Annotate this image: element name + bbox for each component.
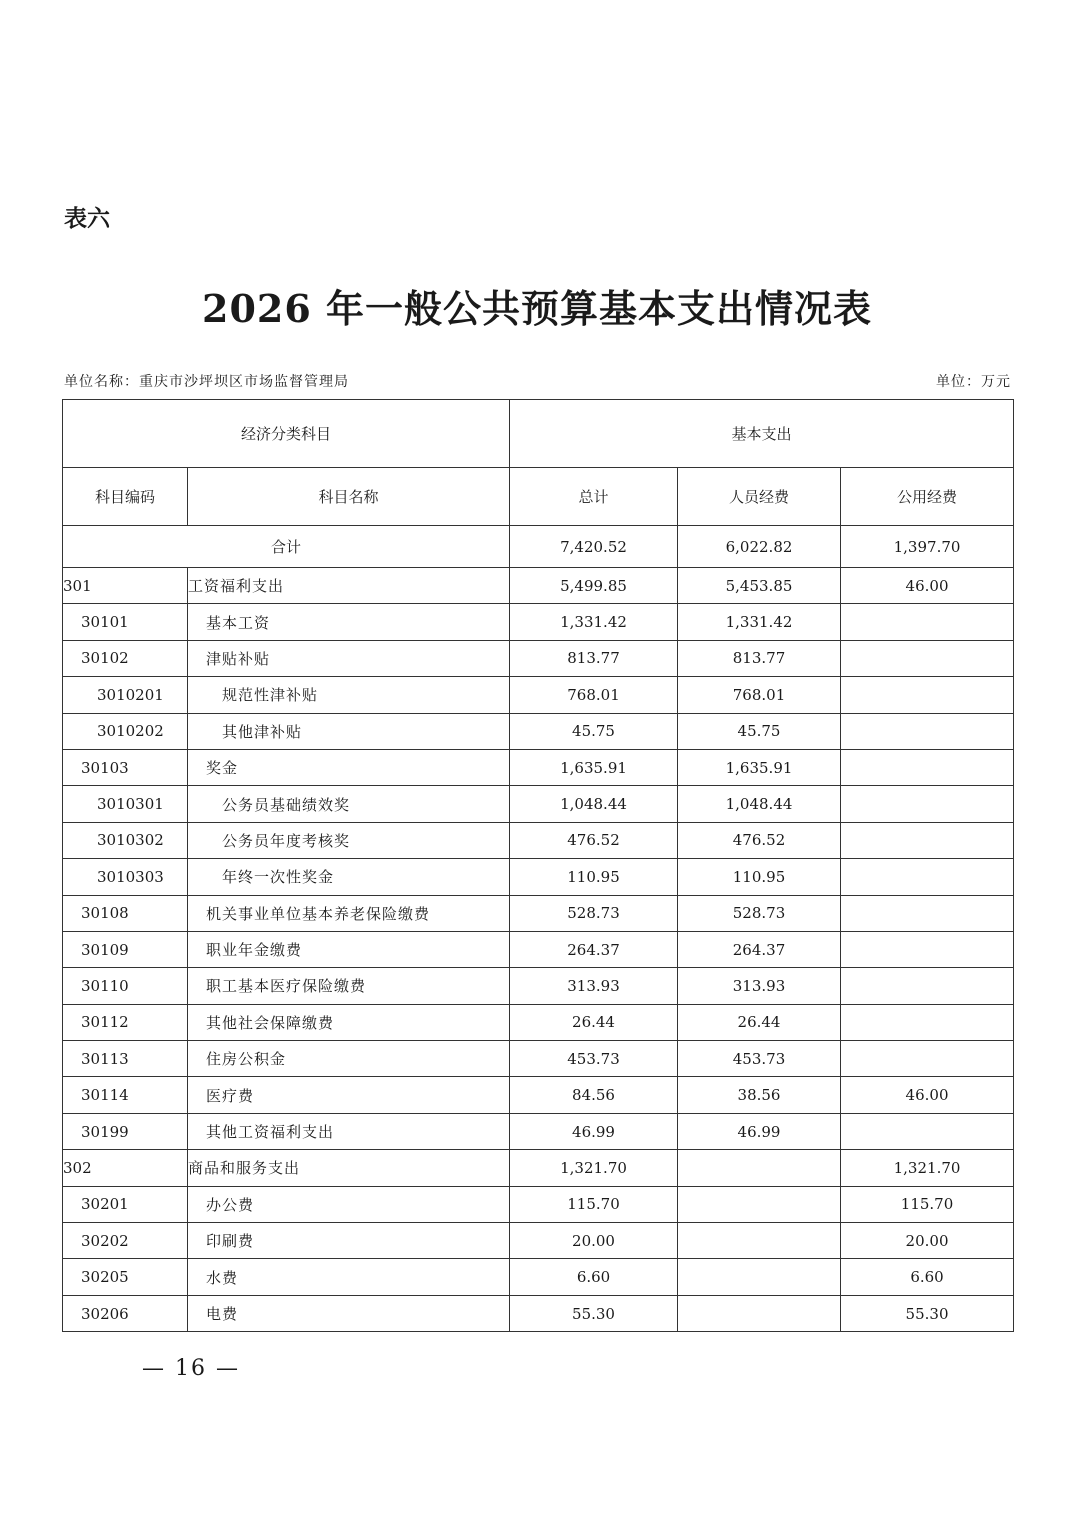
row-name: 工资福利支出 (188, 568, 510, 604)
row-code: 30109 (63, 931, 188, 967)
row-code: 30206 (63, 1295, 188, 1331)
header-code: 科目编码 (63, 468, 188, 526)
row-total: 84.56 (510, 1077, 678, 1113)
page-number: — 16 — (142, 1356, 240, 1381)
total-row (63, 526, 1014, 568)
row-code: 3010202 (63, 713, 188, 749)
table-row (63, 786, 1014, 822)
table-row (63, 1150, 1014, 1186)
row-total: 46.99 (510, 1113, 678, 1149)
row-public (841, 640, 1014, 676)
row-total: 313.93 (510, 968, 678, 1004)
table-row (63, 1223, 1014, 1259)
row-total: 453.73 (510, 1041, 678, 1077)
row-name: 印刷费 (188, 1223, 510, 1259)
header-personnel: 人员经费 (678, 468, 841, 526)
row-public: 55.30 (841, 1295, 1014, 1331)
header-group-row (63, 400, 1014, 468)
row-total: 264.37 (510, 931, 678, 967)
row-personnel: 453.73 (678, 1041, 841, 1077)
header-basic-expenditure: 基本支出 (510, 400, 1014, 468)
row-code: 30112 (63, 1004, 188, 1040)
header-total: 总计 (510, 468, 678, 526)
table-row (63, 968, 1014, 1004)
row-name: 基本工资 (188, 604, 510, 640)
row-public (841, 931, 1014, 967)
row-public (841, 1113, 1014, 1149)
row-code: 30113 (63, 1041, 188, 1077)
unit-label: 单位：万元 (936, 374, 1011, 390)
row-name: 其他社会保障缴费 (188, 1004, 510, 1040)
row-personnel (678, 1295, 841, 1331)
table-row (63, 1186, 1014, 1222)
row-name: 办公费 (188, 1186, 510, 1222)
row-public: 20.00 (841, 1223, 1014, 1259)
row-name: 其他工资福利支出 (188, 1113, 510, 1149)
row-code: 30110 (63, 968, 188, 1004)
row-public (841, 749, 1014, 785)
row-personnel: 476.52 (678, 822, 841, 858)
row-personnel (678, 1259, 841, 1295)
row-personnel: 38.56 (678, 1077, 841, 1113)
row-name: 其他津补贴 (188, 713, 510, 749)
row-personnel (678, 1223, 841, 1259)
table-row (63, 677, 1014, 713)
table-row (63, 749, 1014, 785)
row-total: 1,331.42 (510, 604, 678, 640)
row-personnel: 1,331.42 (678, 604, 841, 640)
row-name: 职业年金缴费 (188, 931, 510, 967)
table-body (63, 568, 1014, 1332)
table-row (63, 713, 1014, 749)
table-row (63, 1077, 1014, 1113)
header-economic-category: 经济分类科目 (63, 400, 510, 468)
row-code: 30101 (63, 604, 188, 640)
row-code: 30199 (63, 1113, 188, 1149)
row-code: 30201 (63, 1186, 188, 1222)
table-row (63, 822, 1014, 858)
row-total: 5,499.85 (510, 568, 678, 604)
row-total: 813.77 (510, 640, 678, 676)
table-row (63, 640, 1014, 676)
row-code: 3010302 (63, 822, 188, 858)
row-code: 3010201 (63, 677, 188, 713)
table-number: 表六 (64, 206, 110, 232)
unit-organization: 单位名称：重庆市沙坪坝区市场监督管理局 (64, 374, 349, 390)
table-row (63, 1259, 1014, 1295)
row-personnel: 5,453.85 (678, 568, 841, 604)
row-code: 30205 (63, 1259, 188, 1295)
row-personnel: 1,048.44 (678, 786, 841, 822)
row-public (841, 859, 1014, 895)
row-total: 476.52 (510, 822, 678, 858)
row-personnel: 45.75 (678, 713, 841, 749)
table-row (63, 1041, 1014, 1077)
table-row (63, 1113, 1014, 1149)
row-name: 医疗费 (188, 1077, 510, 1113)
row-code: 30108 (63, 895, 188, 931)
row-code: 3010303 (63, 859, 188, 895)
row-name: 机关事业单位基本养老保险缴费 (188, 895, 510, 931)
row-code: 3010301 (63, 786, 188, 822)
row-personnel: 110.95 (678, 859, 841, 895)
row-name: 奖金 (188, 749, 510, 785)
row-personnel: 1,635.91 (678, 749, 841, 785)
row-code: 302 (63, 1150, 188, 1186)
total-label: 合计 (63, 526, 510, 568)
row-personnel: 46.99 (678, 1113, 841, 1149)
header-name: 科目名称 (188, 468, 510, 526)
row-personnel: 768.01 (678, 677, 841, 713)
row-public: 46.00 (841, 568, 1014, 604)
row-public: 46.00 (841, 1077, 1014, 1113)
row-total: 6.60 (510, 1259, 678, 1295)
row-code: 30114 (63, 1077, 188, 1113)
row-public: 1,321.70 (841, 1150, 1014, 1186)
row-public (841, 822, 1014, 858)
budget-table (62, 399, 1014, 1332)
row-personnel: 26.44 (678, 1004, 841, 1040)
total-public: 1,397.70 (841, 526, 1014, 568)
table-row (63, 1295, 1014, 1331)
row-code: 30102 (63, 640, 188, 676)
table-row (63, 895, 1014, 931)
row-name: 公务员基础绩效奖 (188, 786, 510, 822)
row-name: 年终一次性奖金 (188, 859, 510, 895)
total-sum: 7,420.52 (510, 526, 678, 568)
row-personnel: 264.37 (678, 931, 841, 967)
row-name: 职工基本医疗保险缴费 (188, 968, 510, 1004)
row-total: 115.70 (510, 1186, 678, 1222)
row-total: 528.73 (510, 895, 678, 931)
row-total: 1,635.91 (510, 749, 678, 785)
header-public: 公用经费 (841, 468, 1014, 526)
total-personnel: 6,022.82 (678, 526, 841, 568)
row-name: 商品和服务支出 (188, 1150, 510, 1186)
row-public (841, 786, 1014, 822)
row-public (841, 677, 1014, 713)
row-total: 20.00 (510, 1223, 678, 1259)
row-public (841, 895, 1014, 931)
row-name: 电费 (188, 1295, 510, 1331)
row-name: 规范性津补贴 (188, 677, 510, 713)
row-code: 30103 (63, 749, 188, 785)
row-code: 301 (63, 568, 188, 604)
row-total: 110.95 (510, 859, 678, 895)
table-row (63, 859, 1014, 895)
row-personnel: 813.77 (678, 640, 841, 676)
row-total: 26.44 (510, 1004, 678, 1040)
table-row (63, 568, 1014, 604)
row-public (841, 1004, 1014, 1040)
row-total: 1,048.44 (510, 786, 678, 822)
row-total: 1,321.70 (510, 1150, 678, 1186)
row-personnel: 528.73 (678, 895, 841, 931)
row-name: 水费 (188, 1259, 510, 1295)
row-code: 30202 (63, 1223, 188, 1259)
row-total: 55.30 (510, 1295, 678, 1331)
header-column-row (63, 468, 1014, 526)
row-name: 住房公积金 (188, 1041, 510, 1077)
table-row (63, 604, 1014, 640)
row-public (841, 1041, 1014, 1077)
row-personnel (678, 1150, 841, 1186)
row-public (841, 968, 1014, 1004)
row-public (841, 713, 1014, 749)
row-public: 6.60 (841, 1259, 1014, 1295)
document-title: 2026 年一般公共预算基本支出情况表 (202, 286, 872, 331)
row-public (841, 604, 1014, 640)
row-total: 45.75 (510, 713, 678, 749)
row-personnel (678, 1186, 841, 1222)
table-row (63, 931, 1014, 967)
table-row (63, 1004, 1014, 1040)
row-personnel: 313.93 (678, 968, 841, 1004)
row-name: 津贴补贴 (188, 640, 510, 676)
row-name: 公务员年度考核奖 (188, 822, 510, 858)
row-total: 768.01 (510, 677, 678, 713)
row-public: 115.70 (841, 1186, 1014, 1222)
